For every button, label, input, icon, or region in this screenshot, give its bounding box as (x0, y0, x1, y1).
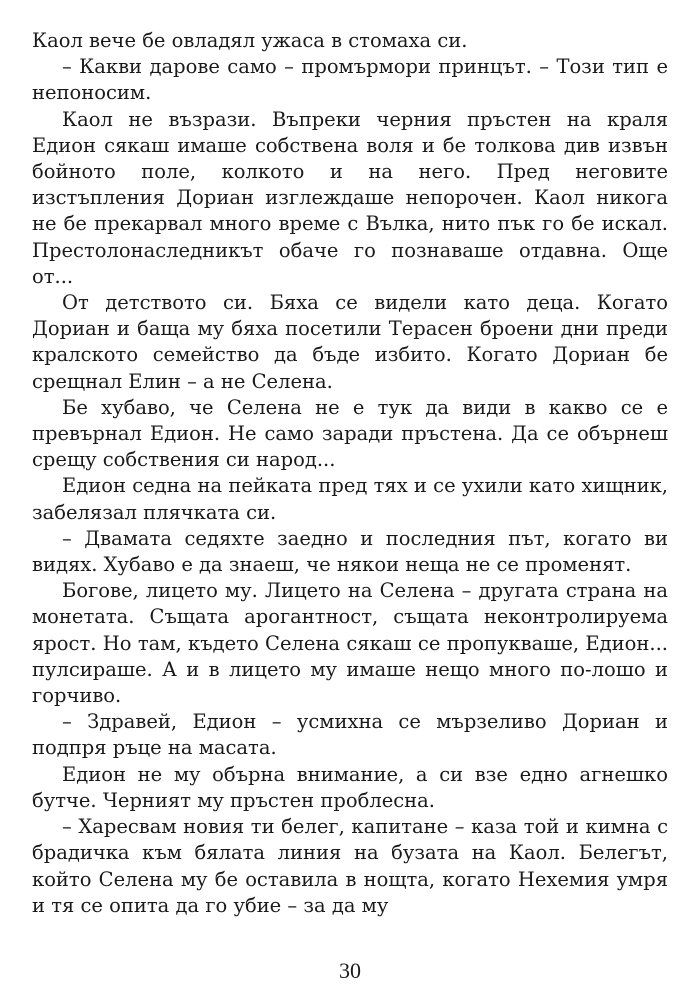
paragraph: – Харесвам новия ти белег, капитане – каза той и кимна с брадичка към бялата линия на бузата на Каол. Белегът, който Селена му бе оставила в нощта, когато Нехемия умря и тя се опита да го убие – за да му (32, 815, 668, 917)
paragraph: От детството си. Бяха се видели като деца. Когато Дориан и баща му бяха посетили Терасен броени дни преди кралското семейство да бъде избито. Когато Дориан бе срещнал Елин – а не Селена. (32, 291, 668, 393)
paragraph: Бе хубаво, че Селена не е тук да види в какво се е превърнал Едион. Не само заради пръстена. Да се обърнеш срещу собствения си народ... (32, 395, 668, 472)
paragraph: Каол вече бе овладял ужаса в стомаха си. (32, 29, 468, 52)
paragraph: – Какви дарове само – промърмори принцът. – Този тип е непоносим. (32, 55, 668, 105)
paragraph: Едион не му обърна внимание, а си взе едно агнешко бутче. Черният му пръстен проблесна. (32, 762, 668, 812)
page-number: 30 (339, 958, 361, 983)
paragraph: Каол не възрази. Въпреки черния пръстен на краля Едион сякаш имаше собствена воля и бе толкова див извън бойното поле, колкото и на него. Пред неговите изстъпления Дориан изглеждаше непорочен. Каол никога не бе прекарвал много време с Вълка, нито пък го бе искал. Престолонаследникът обаче го познаваше отдавна. Още от... (32, 107, 668, 288)
paragraph: – Здравей, Едион – усмихна се мързеливо Дориан и подпря ръце на масата. (32, 710, 668, 760)
paragraph: – Двамата седяхте заедно и последния път, когато ви видях. Хубаво е да знаеш, че някои неща не се променят. (32, 526, 668, 577)
paragraph: Богове, лицето му. Лицето на Селена – другата страна на монетата. Същата арогантност, същата неконтролируема ярост. Но там, където Селена сякаш се пропукваше, Едион... пулсираше. А и в лицето му имаше нещо много по-лошо и горчиво. (32, 579, 668, 708)
paragraph: Едион седна на пейката пред тях и се ухили като хищник, забелязал плячката си. (32, 474, 668, 524)
body-text (32, 28, 668, 919)
